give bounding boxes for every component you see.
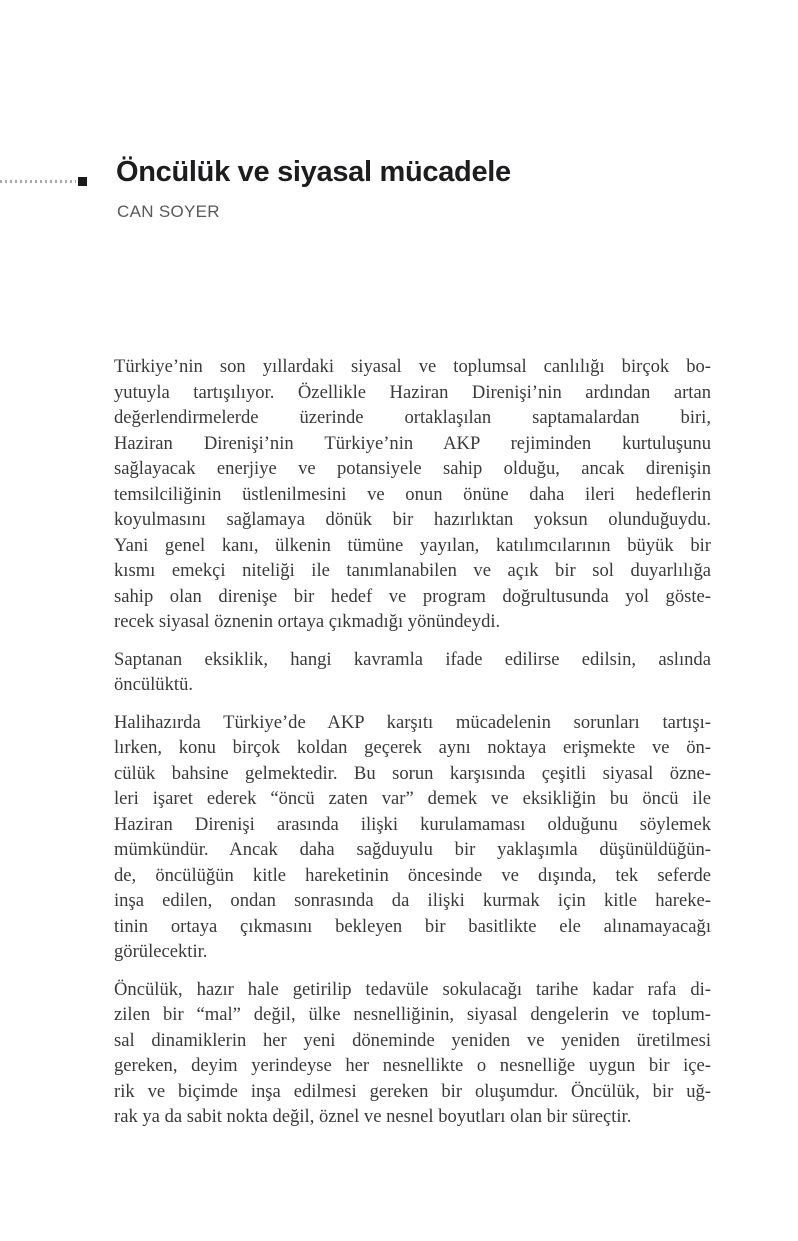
text-line: cülük bahsine gelmektedir. Bu sorun karşısında çeşitli siyasal özne- [114,762,711,784]
paragraph [114,354,711,635]
text-line: rik ve biçimde inşa edilmesi gereken bir oluşumdur. Öncülük, bir uğ- [114,1080,711,1102]
text-line: temsilciliğinin üstlenilmesini ve onun önüne daha ileri hedeflerin [114,483,711,505]
text-line: yutuyla tartışılıyor. Özellikle Haziran Direnişi’nin ardından artan [114,381,711,403]
text-line: Haziran Direnişi arasında ilişki kurulamaması olduğunu söylemek [114,813,711,835]
text-line: Yani genel kanı, ülkenin tümüne yayılan, katılımcılarının büyük bir [114,534,711,556]
text-line: inşa edilen, ondan sonrasında da ilişki kurmak için kitle hareke- [114,890,711,911]
text-line: koyulmasını sağlamaya dönük bir hazırlıktan yoksun olunduğuydu. [114,509,711,530]
text-line: tinin ortaya çıkmasını bekleyen bir basitlikte ele alınamayacağı [114,915,711,937]
text-line: sağlayacak enerjiye ve potansiyele sahip olduğu, ancak direnişin [114,458,711,479]
text-line: kısmı emekçi niteliği ile tanımlanabilen ve açık bir sol duyarlılığa [114,560,711,581]
text-line: Halihazırda Türkiye’de AKP karşıtı mücadelenin sorunları tartışı- [114,711,711,733]
text-line: değerlendirmelerde üzerinde ortaklaşılan saptamalardan biri, [114,407,711,428]
text-line: sal dinamiklerin her yeni döneminde yeniden ve yeniden üretilmesi [114,1029,711,1051]
text-line: de, öncülüğün kitle hareketinin öncesinde ve dışında, tek seferde [114,864,711,886]
text-line: gereken, deyim yerindeyse her nesnellikte o nesnelliğe uygun bir içe- [114,1055,711,1076]
text-line: lırken, konu birçok koldan geçerek aynı noktaya erişmekte ve ön- [114,737,711,758]
author-name: CAN SOYER [117,202,220,221]
text-line: öncülüktü. [114,674,194,695]
text-line: rak ya da sabit nokta değil, öznel ve nesnel boyutları olan bir süreçtir. [114,1106,632,1127]
text-line: görülecektir. [114,941,208,962]
page-title: Öncülük ve siyasal mücadele [116,156,511,188]
text-line: recek siyasal öznenin ortaya çıkmadığı yönündeydi. [114,611,501,632]
dotted-rule [0,180,76,183]
text-line: sahip olan direnişe bir hedef ve program doğrultusunda yol göste- [114,585,711,607]
text-line: mümkündür. Ancak daha sağduyulu bir yaklaşımla düşünüldüğün- [114,839,711,860]
paragraph [114,710,711,965]
text-line: Saptanan eksiklik, hangi kavramla ifade edilirse edilsin, aslında [114,648,711,670]
text-line: leri işaret ederek “öncü zaten var” demek ve eksikliğin bu öncü ile [114,788,711,809]
article-body [114,354,711,1130]
square-bullet-icon [78,177,87,186]
text-line: Haziran Direnişi’nin Türkiye’nin AKP rejiminden kurtuluşunu [114,432,711,454]
text-line: Öncülük, hazır hale getirilip tedavüle sokulacağı tarihe kadar rafa di- [114,978,711,1000]
paragraph [114,647,711,698]
paragraph [114,977,711,1130]
text-line: zilen bir “mal” değil, ülke nesnelliğinin, siyasal dengelerin ve toplum- [114,1004,711,1025]
text-line: Türkiye’nin son yıllardaki siyasal ve toplumsal canlılığı birçok bo- [114,356,711,377]
